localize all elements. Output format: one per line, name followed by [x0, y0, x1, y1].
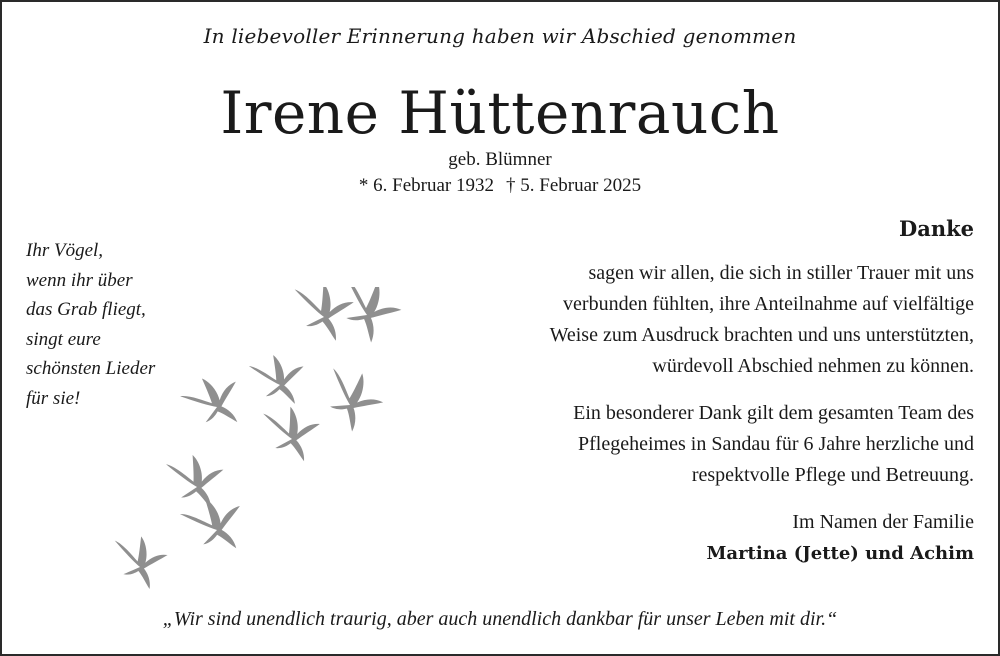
thanks-line: Weise zum Ausdruck brachten und uns unterstützten, [549, 324, 974, 346]
intro-line: In liebevoller Erinnerung haben wir Abschied genommen [203, 24, 797, 48]
poem-line: singt eure [26, 328, 101, 350]
swallow-icon [319, 366, 388, 437]
life-dates [2, 175, 998, 197]
team-thanks-text [573, 398, 974, 491]
swallow-icon [179, 364, 255, 441]
thanks-text [550, 258, 974, 382]
poem-line: Ihr Vögel, [26, 240, 104, 261]
poem-line: für sie! [26, 387, 81, 409]
swallow-icon [336, 287, 402, 347]
swallow-icon [166, 448, 233, 516]
swallow-icon [115, 534, 171, 591]
swallow-icon [248, 347, 314, 415]
thanks-line: sagen wir allen, die sich in stiller Trauer mit uns [588, 262, 974, 284]
family-signature [706, 506, 974, 570]
thanks-line: würdevoll Abschied nehmen zu können. [652, 355, 974, 377]
flying-swallows-illustration [112, 287, 402, 597]
poem-line: schönsten Lieder [26, 358, 156, 379]
swallow-icon [294, 287, 358, 345]
birth-date: * 6. Februar 1932 [358, 175, 494, 196]
poem-line: wenn ihr über [26, 269, 133, 291]
thanks-line: verbunden fühlten, ihre Anteilnahme auf vielfältige [563, 293, 974, 315]
death-date: † 5. Februar 2025 [506, 175, 642, 196]
team-thanks-line: Pflegeheimes in Sandau für 6 Jahre herzliche und [578, 433, 974, 455]
swallow-icon [263, 402, 326, 467]
team-thanks-line: Ein besonderer Dank gilt dem gesamten Team des [573, 402, 974, 424]
swallow-icon [179, 486, 257, 565]
closing-quote: „Wir sind unendlich traurig, aber auch unendlich dankbar für unser Leben mit dir.“ [162, 608, 838, 630]
deceased-name: Irene Hüttenrauch [220, 79, 780, 147]
thanks-heading: Danke [899, 216, 974, 241]
on-behalf-line: Im Namen der Familie [792, 511, 974, 533]
maiden-name: geb. Blümner [448, 149, 552, 170]
signers-line: Martina (Jette) und Achim [706, 543, 974, 564]
team-thanks-line: respektvolle Pflege und Betreuung. [691, 464, 974, 486]
poem-line: das Grab fliegt, [26, 299, 146, 320]
